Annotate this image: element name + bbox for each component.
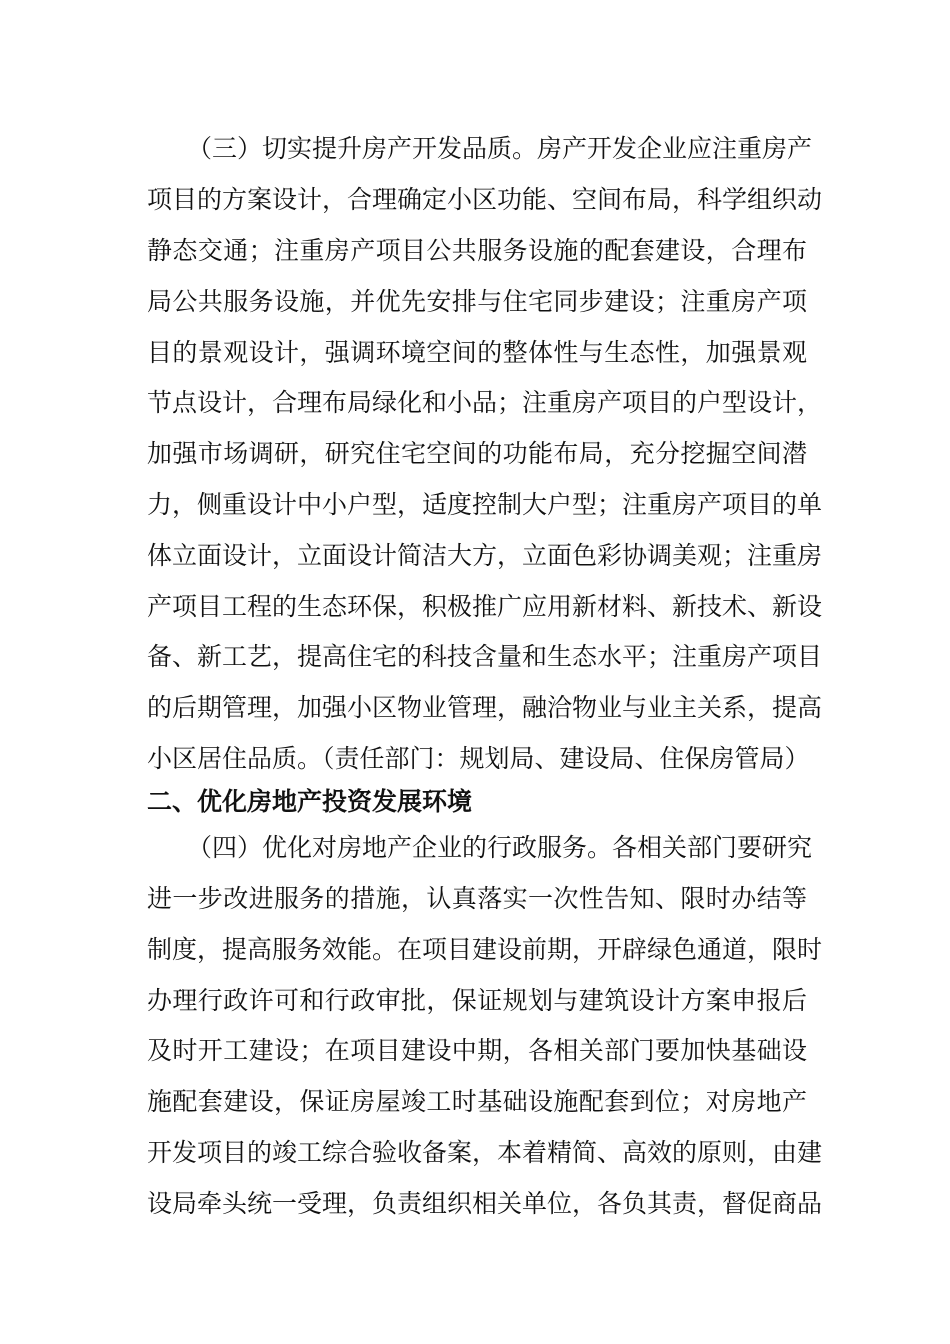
paragraph-line: 施配套建设，保证房屋竣工时基础设施配套到位；对房地产 <box>147 1087 807 1116</box>
paragraph-line: 及时开工建设；在项目建设中期，各相关部门要加快基础设 <box>147 1036 807 1065</box>
paragraph-line: 静态交通；注重房产项目公共服务设施的配套建设，合理布 <box>147 236 807 265</box>
paragraph-line: 进一步改进服务的措施，认真落实一次性告知、限时办结等 <box>147 884 807 913</box>
paragraph-line: （三）切实提升房产开发品质。房产开发企业应注重房产 <box>187 134 813 163</box>
paragraph-line: （四）优化对房地产企业的行政服务。各相关部门要研究 <box>187 833 813 862</box>
paragraph-line: 项目的方案设计，合理确定小区功能、空间布局，科学组织动 <box>147 185 823 214</box>
paragraph-line: 节点设计，合理布局绿化和小品；注重房产项目的户型设计， <box>147 388 823 417</box>
paragraph-line: 的后期管理，加强小区物业管理，融洽物业与业主关系，提高 <box>147 693 823 722</box>
paragraph-line: 备、新工艺，提高住宅的科技含量和生态水平；注重房产项目 <box>147 642 823 671</box>
paragraph-line: 制度，提高服务效能。在项目建设前期，开辟绿色通道，限时 <box>147 935 823 964</box>
section-heading: 二、优化房地产投资发展环境 <box>147 787 473 816</box>
paragraph-line: 开发项目的竣工综合验收备案，本着精简、高效的原则，由建 <box>147 1138 823 1167</box>
paragraph-line: 设局牵头统一受理，负责组织相关单位，各负其责，督促商品 <box>147 1189 823 1218</box>
paragraph-line: 办理行政许可和行政审批，保证规划与建筑设计方案申报后 <box>147 986 807 1015</box>
paragraph-line: 体立面设计，立面设计简洁大方，立面色彩协调美观；注重房 <box>147 541 823 570</box>
paragraph-line: 产项目工程的生态环保，积极推广应用新材料、新技术、新设 <box>147 592 823 621</box>
paragraph-line: 目的景观设计，强调环境空间的整体性与生态性，加强景观 <box>147 338 807 367</box>
paragraph-line: 加强市场调研，研究住宅空间的功能布局，充分挖掘空间潜 <box>147 439 807 468</box>
paragraph-line: 力，侧重设计中小户型，适度控制大户型；注重房产项目的单 <box>147 490 823 519</box>
paragraph-line: 小区居住品质。（责任部门：规划局、建设局、住保房管局） <box>147 744 810 773</box>
paragraph-line: 局公共服务设施，并优先安排与住宅同步建设；注重房产项 <box>147 287 807 316</box>
